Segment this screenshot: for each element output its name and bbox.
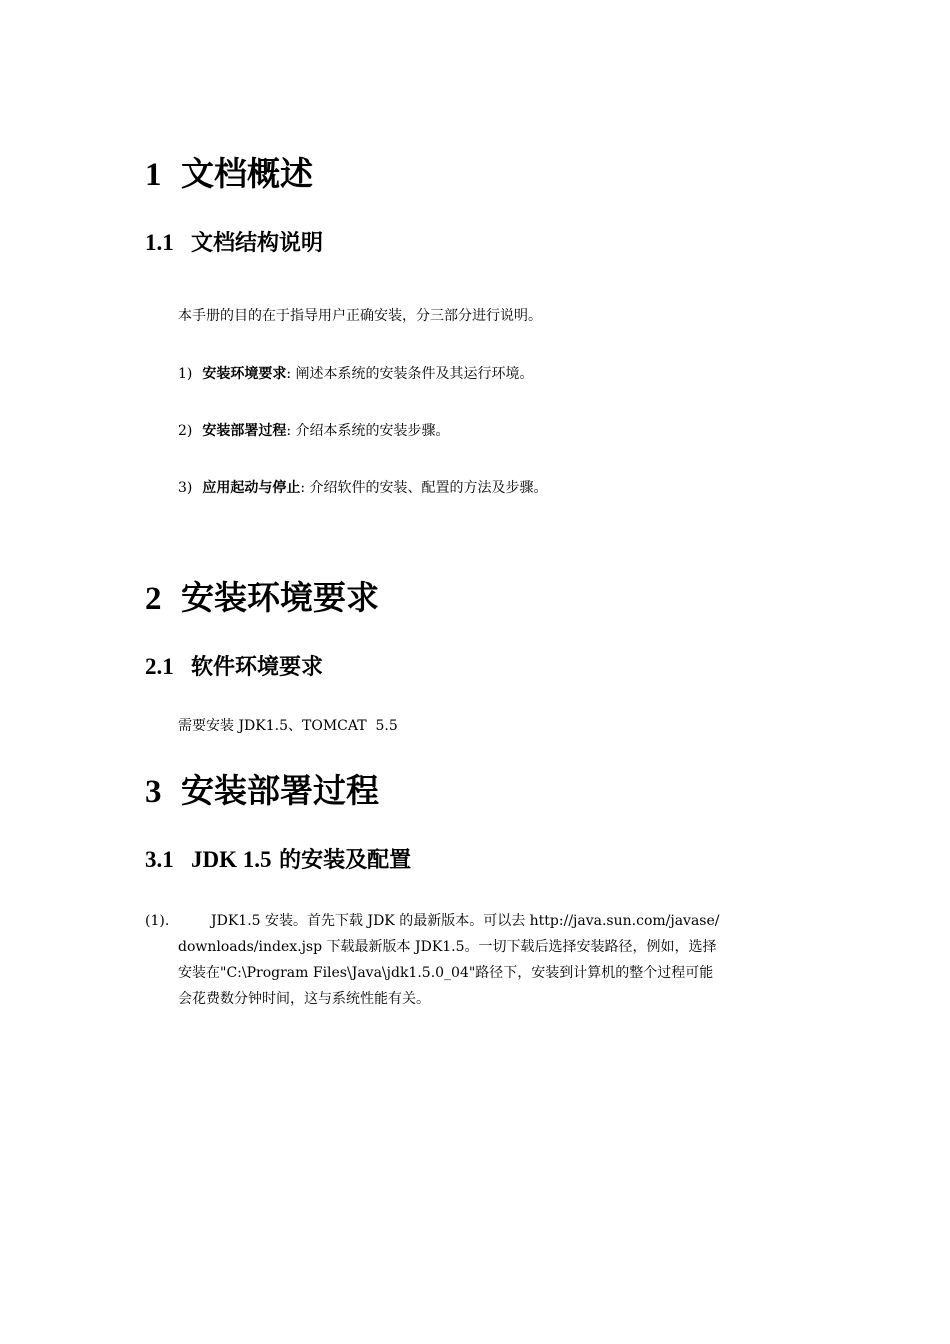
list-item-number: 1) <box>178 366 193 382</box>
section-title-prefix: JDK 1.5 <box>191 847 272 872</box>
jdk-step-line <box>145 908 810 934</box>
section-heading-1 <box>145 154 313 195</box>
section-heading-1-1 <box>145 229 323 258</box>
section-number: 1 <box>145 157 162 193</box>
section-title: 的安装及配置 <box>279 848 412 873</box>
section-title: 软件环境要求 <box>191 655 324 680</box>
section-heading-2 <box>145 578 379 619</box>
list-item-desc: : 介绍本系统的安装步骤。 <box>286 423 450 439</box>
list-item-desc: : 介绍软件的安装、配置的方法及步骤。 <box>300 480 548 496</box>
jdk-step-text: JDK1.5 安装。首先下载 JDK 的最新版本。可以去 http://java.sun.com/javase/ <box>211 913 720 929</box>
section-title: 安装环境要求 <box>181 578 379 617</box>
section-heading-3-1 <box>145 846 411 875</box>
step-marker: (1). <box>145 913 170 929</box>
section-number: 1.1 <box>145 230 174 255</box>
list-item-number: 2) <box>178 423 193 439</box>
section-heading-3 <box>145 771 379 812</box>
list-item <box>178 364 534 384</box>
section-number: 2 <box>145 581 162 617</box>
jdk-step-line: 安装在"C:\Program Files\Java\jdk1.5.0_04"路径下，安装到计算机的整个过程可能 <box>178 965 714 981</box>
section-number: 3 <box>145 774 162 810</box>
section-title: 安装部署过程 <box>181 771 379 810</box>
software-requirement-text: 需要安装 JDK1.5、TOMCAT 5.5 <box>178 718 398 734</box>
section-title: 文档结构说明 <box>191 231 324 256</box>
list-item <box>178 421 450 441</box>
list-item-number: 3) <box>178 480 193 496</box>
list-item-desc: : 阐述本系统的安装条件及其运行环境。 <box>286 366 534 382</box>
section-title: 文档概述 <box>181 154 313 193</box>
jdk-install-step <box>145 908 810 1012</box>
list-item-label: 安装部署过程 <box>202 423 287 439</box>
intro-paragraph: 本手册的目的在于指导用户正确安装，分三部分进行说明。 <box>178 308 542 324</box>
list-item-label: 安装环境要求 <box>202 366 287 382</box>
list-item-label: 应用起动与停止 <box>202 480 301 496</box>
section-number: 2.1 <box>145 654 174 679</box>
section-number: 3.1 <box>145 847 174 872</box>
section-heading-2-1 <box>145 653 323 682</box>
jdk-step-line: 会花费数分钟时间，这与系统性能有关。 <box>178 991 430 1007</box>
list-item <box>178 478 548 498</box>
jdk-step-line: downloads/index.jsp 下载最新版本 JDK1.5。一切下载后选择安装路径，例如，选择 <box>178 939 717 955</box>
